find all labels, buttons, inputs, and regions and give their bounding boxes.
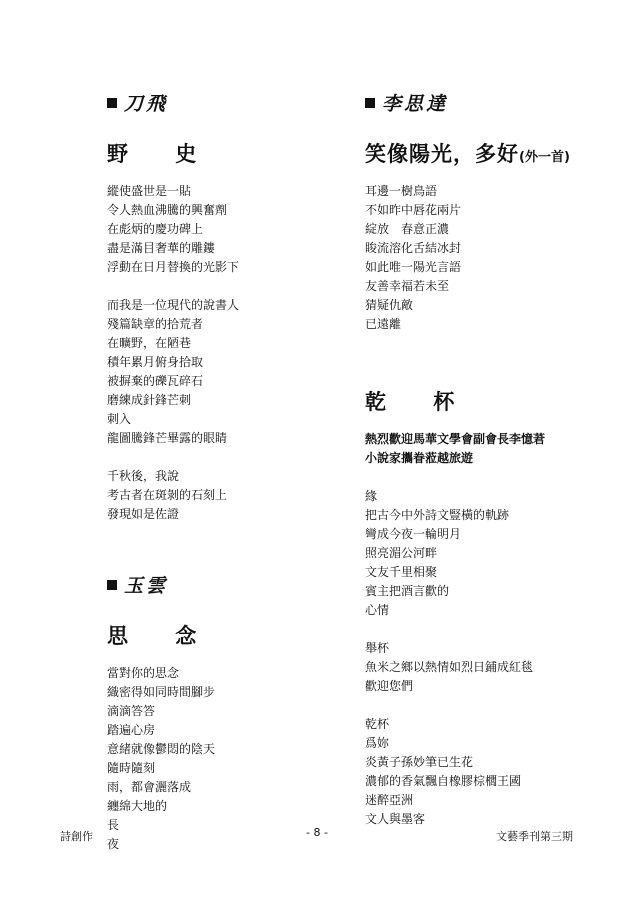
poem-line: 睃流溶化舌結冰封 bbox=[365, 241, 462, 255]
author-header bbox=[107, 570, 337, 598]
author-name: 李思達 bbox=[382, 92, 449, 115]
poem-body bbox=[365, 487, 615, 829]
poem-line: 龍圖騰鋒芒畢露的眼睛 bbox=[107, 431, 228, 445]
poem-title: 思 念 bbox=[107, 624, 217, 648]
poem-line: 迷醉亞洲 bbox=[365, 793, 414, 807]
author-header bbox=[107, 88, 337, 116]
stanza-break bbox=[107, 277, 337, 296]
poem-line: 把古今中外詩文豎橫的軌跡 bbox=[365, 508, 510, 522]
poem-line: 不如昨中唇花兩片 bbox=[365, 203, 462, 217]
poem-line: 炎黃子孫妙筆已生花 bbox=[365, 755, 474, 769]
poem-line: 照亮湄公河畔 bbox=[365, 546, 438, 560]
poem-line: 舉杯 bbox=[365, 641, 390, 655]
poem-line: 如此唯一陽光言語 bbox=[365, 260, 462, 274]
footer-publication-label: 文藝季刊第三期 bbox=[496, 830, 573, 843]
poem-line: 考古者在斑剝的石刻上 bbox=[107, 488, 228, 502]
poem-line: 磨練成針鋒芒刺 bbox=[107, 393, 192, 407]
footer-section-label: 詩創作 bbox=[60, 830, 93, 843]
poem-line: 隨時隨刻 bbox=[107, 761, 156, 775]
page-number: - 8 - bbox=[306, 826, 328, 839]
poem-line: 千秋後，我說 bbox=[107, 469, 180, 483]
poem-line: 綻放 春意正濃 bbox=[365, 222, 450, 236]
poem-line: 意緒就像鬱悶的陰天 bbox=[107, 742, 216, 756]
poem-line: 耳邊一樹鳥語 bbox=[365, 184, 438, 198]
stanza-break bbox=[107, 448, 337, 467]
poem-line: 文人與墨客 bbox=[365, 812, 426, 826]
poem-line: 殘篇缺章的拾荒者 bbox=[107, 317, 204, 331]
poem-line: 濃郁的香氣飄自橡膠棕櫚王國 bbox=[365, 774, 522, 788]
poem-line: 已遠離 bbox=[365, 317, 402, 331]
poem-body bbox=[365, 182, 615, 334]
poem-line: 雨，都會灑落成 bbox=[107, 780, 192, 794]
poem-line: 被摒棄的礫瓦碎石 bbox=[107, 374, 204, 388]
author-name: 刀飛 bbox=[124, 92, 169, 115]
poem-line: 在彪炳的慶功碑上 bbox=[107, 222, 204, 236]
author-header bbox=[365, 88, 615, 116]
poem-line: 而我是一位現代的說書人 bbox=[107, 298, 240, 312]
poem-line: 令人熱血沸騰的興奮劑 bbox=[107, 203, 228, 217]
dedication bbox=[365, 430, 615, 468]
author-name: 玉雲 bbox=[124, 574, 169, 597]
poem-line: 乾杯 bbox=[365, 717, 390, 731]
poem-line: 織密得如同時間腳步 bbox=[107, 685, 216, 699]
poem-line: 長 bbox=[107, 818, 120, 832]
poem-line: 夜 bbox=[107, 837, 120, 851]
poem-line: 魚米之鄉以熱情如烈日鋪成紅毯 bbox=[365, 660, 534, 674]
poem-subtitle: (外一首) bbox=[519, 150, 570, 165]
poem-line: 積年累月俯身拾取 bbox=[107, 355, 204, 369]
right-column bbox=[365, 88, 615, 829]
dedication-line: 熱烈歡迎馬華文學會副會長李憶莙 bbox=[365, 432, 546, 446]
poem-line: 爲妳 bbox=[365, 736, 390, 750]
poem-title-text: 笑像陽光，多好 bbox=[365, 142, 519, 166]
poem-line: 發現如是佐證 bbox=[107, 507, 180, 521]
left-column bbox=[107, 88, 337, 854]
poem-line: 彎成今夜一輪明月 bbox=[365, 527, 462, 541]
poem-line: 踏遍心房 bbox=[107, 723, 156, 737]
poem-body bbox=[107, 664, 337, 854]
square-bullet-icon bbox=[107, 580, 117, 590]
poem-title: 乾 杯 bbox=[365, 390, 475, 414]
poem-line: 纏綿大地的 bbox=[107, 799, 168, 813]
poem-line: 在曠野，在陋巷 bbox=[107, 336, 192, 350]
poem-line: 刺入 bbox=[107, 412, 132, 426]
dedication-line: 小說家攜眷蒞越旅遊 bbox=[365, 451, 474, 465]
poem-title bbox=[365, 138, 615, 168]
stanza-break bbox=[365, 696, 615, 715]
poem-line: 縱使盛世是一貼 bbox=[107, 184, 192, 198]
poem-line: 滴滴答答 bbox=[107, 704, 156, 718]
poem-title: 野 史 bbox=[107, 142, 217, 166]
square-bullet-icon bbox=[107, 98, 117, 108]
stanza-break bbox=[365, 620, 615, 639]
poem-line: 盡是滿目奢華的雕鏤 bbox=[107, 241, 216, 255]
poem-line: 賓主把酒言歡的 bbox=[365, 584, 450, 598]
poem-line: 猜疑仇敵 bbox=[365, 298, 414, 312]
poem-line: 緣 bbox=[365, 489, 378, 503]
poem-line: 心情 bbox=[365, 603, 390, 617]
square-bullet-icon bbox=[365, 98, 375, 108]
poem-line: 浮動在日月替換的光影下 bbox=[107, 260, 240, 274]
poem-line: 當對你的思念 bbox=[107, 666, 180, 680]
poem-body bbox=[107, 182, 337, 524]
poem-line: 歡迎您們 bbox=[365, 679, 414, 693]
poem-line: 文友千里相聚 bbox=[365, 565, 438, 579]
poem-line: 友善幸福若未至 bbox=[365, 279, 450, 293]
